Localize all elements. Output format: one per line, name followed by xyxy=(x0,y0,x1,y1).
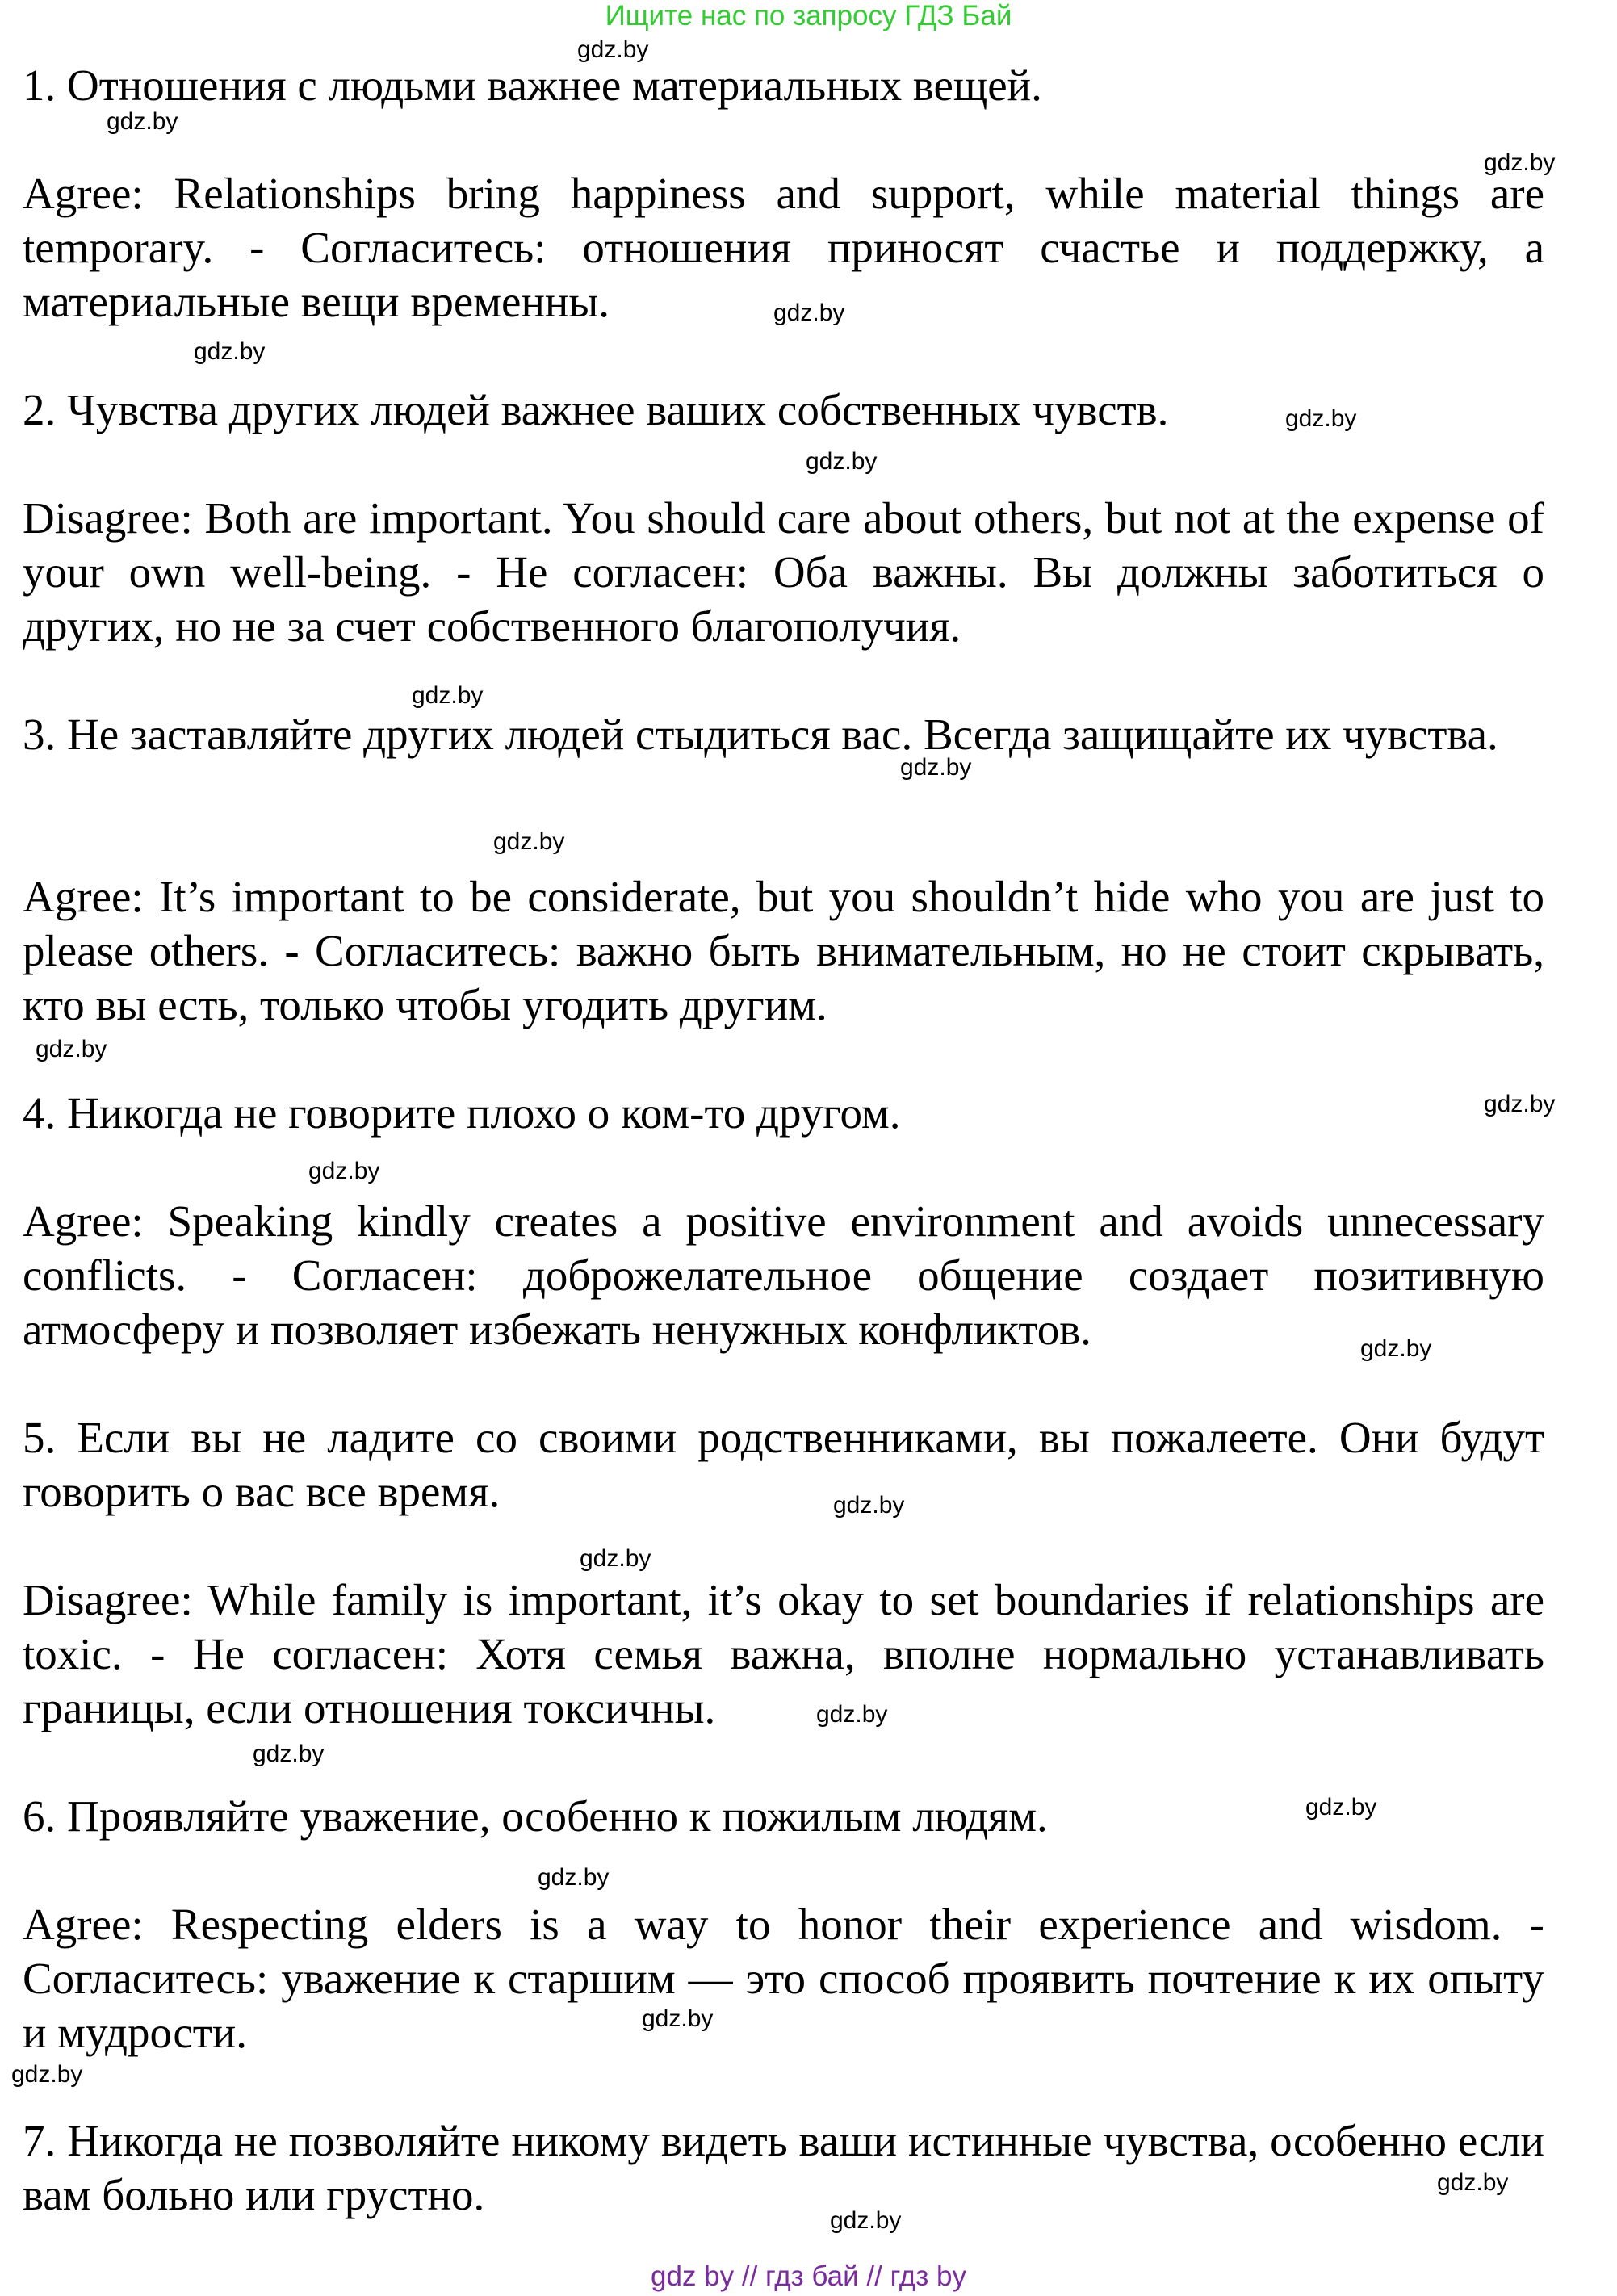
answer-5: Disagree: While family is important, it’s okay to set boundaries if relationships are toxic. - Не согласен: Хотя семья важна, вполне нормально устанавливать границы, если отношения токсичны. xyxy=(23,1575,1544,1732)
answer-4: Agree: Speaking kindly creates a positive environment and avoids unnecessary conflicts. - Согласен: доброжелательное общение создает позитивную атмосферу и позволяет избежать ненужных конфликтов. xyxy=(23,1196,1544,1354)
watermark: gdz.by xyxy=(806,448,878,475)
watermark: gdz.by xyxy=(1360,1335,1432,1362)
watermark: gdz.by xyxy=(107,108,178,135)
search-banner: Ищите нас по запросу ГДЗ Бай xyxy=(605,0,1012,31)
watermark: gdz.by xyxy=(493,828,565,855)
watermark: gdz.by xyxy=(36,1036,107,1062)
watermark: gdz.by xyxy=(11,2061,83,2088)
footer-links[interactable]: gdz by // гдз бай // гдз by xyxy=(651,2260,966,2292)
statement-3: 3. Не заставляйте других людей стыдиться вас. Всегда защищайте их чувства. xyxy=(23,710,1498,759)
statement-7: 7. Никогда не позволяйте никому видеть ваши истинные чувства, особенно если вам больно или грустно. xyxy=(23,2116,1544,2219)
statement-2: 2. Чувства других людей важнее ваших собственных чувств. xyxy=(23,385,1169,434)
watermark: gdz.by xyxy=(538,1864,610,1891)
watermark: gdz.by xyxy=(773,300,845,326)
statement-6: 6. Проявляйте уважение, особенно к пожилым людям. xyxy=(23,1791,1048,1841)
answer-6: Agree: Respecting elders is a way to honor their experience and wisdom. - Согласитесь: уважение к старшим — это способ проявить почтение к их опыту и мудрости. xyxy=(23,1900,1544,2057)
watermark: gdz.by xyxy=(580,1545,651,1572)
watermark: gdz.by xyxy=(642,2005,714,2032)
watermark: gdz.by xyxy=(412,682,484,709)
answer-2: Disagree: Both are important. You should care about others, but not at the expense of your own well-being. - Не согласен: Оба важны. Вы должны заботиться о других, но не за счет собственного благополучия. xyxy=(23,493,1544,651)
statement-5: 5. Если вы не ладите со своими родственниками, вы пожалеете. Они будут говорить о вас все время. xyxy=(23,1413,1544,1516)
watermark: gdz.by xyxy=(1484,1091,1556,1117)
statement-1: 1. Отношения с людьми важнее материальных вещей. xyxy=(23,61,1042,110)
answer-1: Agree: Relationships bring happiness and support, while material things are temporary. - Согласитесь: отношения приносят счастье и поддержку, а материальные вещи временны. xyxy=(23,169,1544,326)
watermark: gdz.by xyxy=(194,338,266,365)
watermark: gdz.by xyxy=(900,754,972,781)
watermark: gdz.by xyxy=(816,1701,888,1728)
answer-3: Agree: It’s important to be considerate, but you shouldn’t hide who you are just to please others. - Согласитесь: важно быть внимательным, но не стоит скрывать, кто вы есть, только чтобы угодить другим. xyxy=(23,872,1544,1029)
statement-4: 4. Никогда не говорите плохо о ком-то другом. xyxy=(23,1088,901,1138)
watermark: gdz.by xyxy=(1484,149,1556,176)
watermark: gdz.by xyxy=(308,1158,380,1184)
watermark: gdz.by xyxy=(830,2207,902,2234)
watermark: gdz.by xyxy=(1285,405,1357,432)
watermark: gdz.by xyxy=(253,1741,325,1767)
watermark: gdz.by xyxy=(1305,1794,1377,1820)
watermark: gdz.by xyxy=(1437,2169,1509,2196)
watermark: gdz.by xyxy=(833,1492,905,1519)
watermark: gdz.by xyxy=(577,36,649,63)
